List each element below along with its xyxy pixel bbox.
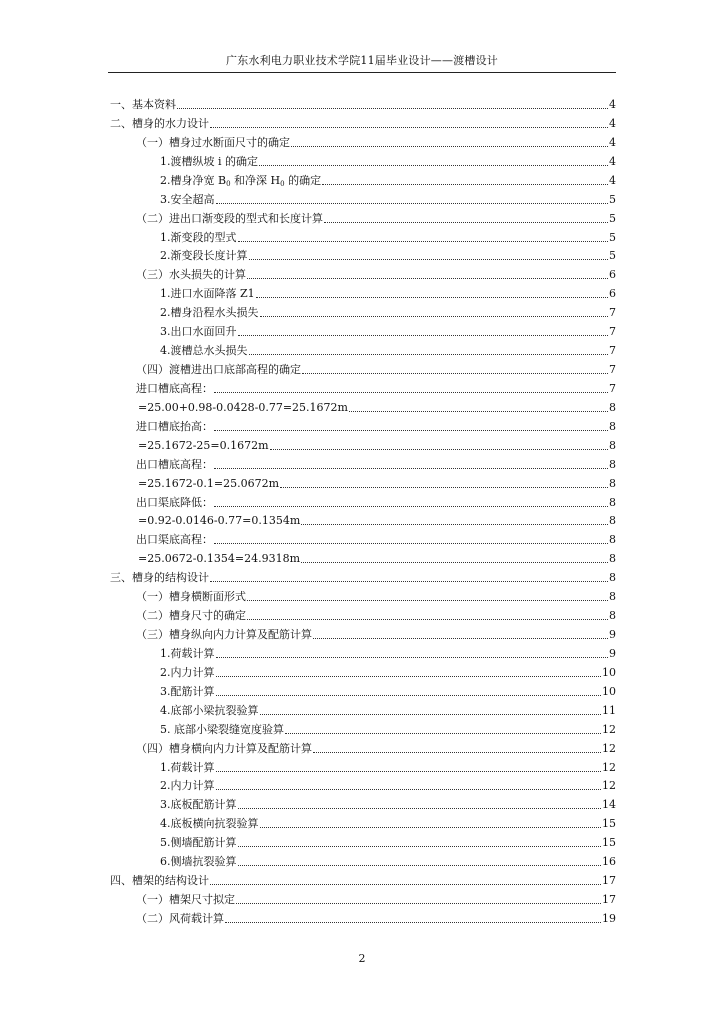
toc-entry[interactable] [136, 891, 616, 907]
toc-entry-page: 12 [602, 779, 616, 793]
toc-entry-page: 6 [609, 268, 616, 282]
toc-leader [260, 827, 602, 828]
toc-entry[interactable] [160, 721, 616, 737]
toc-entry-page: 10 [602, 665, 616, 679]
toc-entry-page: 7 [609, 325, 616, 339]
toc-leader [270, 449, 608, 450]
toc-entry[interactable] [110, 872, 616, 888]
toc-leader [210, 884, 601, 885]
toc-entry-text: 1.荷载计算 [160, 646, 215, 660]
toc-entry-page: 8 [609, 419, 616, 433]
toc-entry-text: （一）槽架尺寸拟定 [136, 893, 235, 907]
toc-entry-text: 三、槽身的结构设计 [110, 571, 209, 585]
toc-entry-page: 8 [609, 571, 616, 585]
page-number: 2 [358, 952, 366, 965]
toc-entry-page: 8 [609, 533, 616, 547]
toc-entry-page: 9 [609, 628, 616, 642]
toc-entry[interactable] [160, 683, 616, 699]
toc-entry-text: （一）槽身过水断面尺寸的确定 [136, 135, 290, 149]
toc-entry-text: 进口槽底抬高： [136, 419, 213, 433]
toc-entry-text: 5.侧墙配筋计算 [160, 836, 237, 850]
toc-entry-text: 4.底板横向抗裂验算 [160, 817, 259, 831]
toc-entry[interactable] [160, 777, 616, 793]
toc-entry-page: 4 [609, 135, 616, 149]
toc-leader [238, 335, 609, 336]
toc-entry-text: 四、槽架的结构设计 [110, 874, 209, 888]
toc-entry-text: 2.渐变段长度计算 [160, 249, 248, 263]
toc-entry[interactable] [160, 172, 616, 188]
toc-leader [214, 430, 608, 431]
toc-entry-text: （三）水头损失的计算 [136, 268, 246, 282]
toc-entry-text: 二、槽身的水力设计 [110, 116, 209, 130]
toc-entry-text: 出口渠底高程： [136, 533, 213, 547]
toc-entry-text: 一、基本资料 [110, 98, 176, 111]
toc-leader [249, 354, 609, 355]
toc-leader [256, 297, 608, 298]
toc-entry[interactable] [136, 588, 616, 604]
toc-entry-text: 出口槽底高程： [136, 457, 213, 471]
toc-entry[interactable] [110, 115, 616, 131]
toc-entry-page: 4 [609, 173, 616, 187]
toc-entry-page: 19 [602, 911, 616, 925]
toc-entry-text: （三）槽身纵向内力计算及配筋计算 [136, 628, 312, 642]
toc-entry[interactable] [160, 342, 616, 358]
toc-entry[interactable] [136, 456, 616, 472]
toc-entry-page: 11 [602, 703, 616, 717]
toc-entry-text: 6.侧墙抗裂验算 [160, 855, 237, 869]
toc-entry[interactable] [136, 210, 616, 226]
toc-entry-text: （二）进出口渐变段的型式和长度计算 [136, 211, 323, 225]
toc-entry-page: 17 [602, 874, 616, 888]
toc-entry-text: 1.进口水面降落 Z1 [160, 287, 255, 301]
toc-leader [247, 278, 608, 279]
toc-leader [238, 865, 602, 866]
toc-entry[interactable] [136, 418, 616, 434]
toc-entry-page: 9 [609, 646, 616, 660]
toc-entry[interactable] [160, 191, 616, 207]
toc-leader [247, 600, 608, 601]
toc-leader [291, 146, 608, 147]
toc-entry-text: =25.0672-0.1354=24.9318m [138, 552, 301, 566]
toc-leader [322, 184, 608, 185]
toc-leader [301, 524, 608, 525]
toc-leader [302, 373, 608, 374]
toc-leader [313, 638, 608, 639]
toc-leader [313, 752, 601, 753]
page-header: 广东水利电力职业技术学院11届毕业设计——渡槽设计 [226, 54, 498, 67]
toc-entry-text: 3.底板配筋计算 [160, 798, 237, 812]
toc-leader [216, 676, 602, 677]
toc-entry[interactable] [136, 740, 616, 756]
toc-entry-page: 5 [609, 230, 616, 244]
toc-entry-text: 2.内力计算 [160, 779, 215, 793]
toc-entry-page: 4 [609, 154, 616, 168]
toc-leader [301, 562, 608, 563]
toc-entry-page: 8 [609, 400, 616, 414]
toc-leader [214, 392, 608, 393]
toc-entry[interactable] [138, 437, 616, 453]
toc-entry-text: =25.00+0.98-0.0428-0.77=25.1672m [138, 400, 348, 414]
toc-entry[interactable] [136, 494, 616, 510]
toc-entry[interactable] [160, 853, 616, 869]
toc-leader [238, 846, 602, 847]
toc-entry[interactable] [160, 285, 616, 301]
toc-entry-text: 5. 底部小梁裂缝宽度验算 [160, 722, 284, 736]
toc-leader [216, 771, 602, 772]
toc-entry[interactable] [160, 702, 616, 718]
toc-entry[interactable] [160, 304, 616, 320]
toc-leader [216, 657, 609, 658]
toc-entry[interactable] [160, 323, 616, 339]
toc-entry[interactable] [136, 626, 616, 642]
toc-leader [349, 411, 608, 412]
toc-entry-text: 2.槽身净宽 $B_0$ 和净深 $H_0$ 的确定 [160, 173, 322, 188]
toc-entry-text: 3.配筋计算 [160, 684, 215, 698]
toc-entry[interactable] [136, 531, 616, 547]
toc-entry-text: （四）槽身横向内力计算及配筋计算 [136, 741, 312, 755]
toc-entry-page: 16 [602, 855, 616, 869]
toc-entry[interactable] [160, 645, 616, 661]
toc-entry-page: 5 [609, 249, 616, 263]
toc-entry[interactable] [136, 266, 616, 282]
toc-leader [259, 165, 608, 166]
toc-entry[interactable] [110, 569, 616, 585]
toc-entry-page: 17 [602, 893, 616, 907]
toc-entry-text: 1.荷载计算 [160, 760, 215, 774]
toc-entry[interactable] [160, 229, 616, 245]
toc-entry[interactable] [136, 607, 616, 623]
toc-entry[interactable] [160, 815, 616, 831]
toc-leader [225, 922, 601, 923]
toc-leader [216, 203, 609, 204]
toc-entry-page: 6 [609, 287, 616, 301]
toc-leader [216, 695, 602, 696]
toc-entry-page: 8 [609, 495, 616, 509]
toc-entry-text: 4.渡槽总水头损失 [160, 344, 248, 358]
toc-entry[interactable] [138, 475, 616, 491]
toc-entry-page: 8 [609, 514, 616, 528]
toc-entry-page: 8 [609, 457, 616, 471]
toc-entry-page: 15 [602, 836, 616, 850]
toc-entry[interactable] [160, 834, 616, 850]
toc-entry[interactable] [136, 361, 616, 377]
toc-entry-text: （二）风荷载计算 [136, 911, 224, 925]
toc-entry-text: （一）槽身横断面形式 [136, 590, 246, 604]
toc-entry-text: =25.1672-0.1=25.0672m [138, 476, 280, 490]
header-rule [108, 72, 616, 73]
toc-entry-page: 4 [609, 116, 616, 130]
toc-entry-page: 8 [609, 609, 616, 623]
toc-entry[interactable] [136, 134, 616, 150]
toc-entry[interactable] [138, 399, 616, 415]
toc-entry[interactable] [160, 664, 616, 680]
toc-entry-page: 12 [602, 741, 616, 755]
toc-entry-text: 1.渡槽纵坡 i 的确定 [160, 154, 259, 168]
toc-entry[interactable] [110, 96, 616, 112]
toc-entry-text: 2.内力计算 [160, 665, 215, 679]
toc-leader [216, 789, 602, 790]
toc-entry-page: 14 [602, 798, 616, 812]
toc-entry-text: 4.底部小梁抗裂验算 [160, 703, 259, 717]
toc-entry-page: 8 [609, 590, 616, 604]
toc-leader [236, 903, 601, 904]
toc-leader [280, 487, 608, 488]
toc-entry-page: 8 [609, 438, 616, 452]
toc-entry-text: （二）槽身尺寸的确定 [136, 609, 246, 623]
toc-leader [238, 808, 602, 809]
toc-leader [260, 714, 602, 715]
toc-entry-text: （四）渡槽进出口底部高程的确定 [136, 363, 301, 377]
toc-leader [214, 468, 608, 469]
toc-entry-text: =0.92-0.0146-0.77=0.1354m [138, 514, 301, 528]
toc-leader [210, 127, 608, 128]
toc-entry[interactable] [138, 550, 616, 566]
toc-entry[interactable] [160, 153, 616, 169]
toc-entry-text: 1.渐变段的型式 [160, 230, 237, 244]
toc-leader [238, 241, 609, 242]
toc-leader [177, 108, 608, 109]
toc-leader [324, 222, 608, 223]
toc-entry-page: 7 [609, 306, 616, 320]
toc-leader [247, 619, 608, 620]
toc-entry[interactable] [136, 380, 616, 396]
toc-entry-page: 7 [609, 344, 616, 358]
toc-entry-page: 7 [609, 381, 616, 395]
toc-entry-page: 7 [609, 363, 616, 377]
toc-entry-page: 5 [609, 192, 616, 206]
toc-entry-page: 15 [602, 817, 616, 831]
toc-entry-page: 12 [602, 760, 616, 774]
toc-entry-text: 3.安全超高 [160, 192, 215, 206]
toc-entry[interactable] [160, 796, 616, 812]
toc-leader [214, 543, 608, 544]
toc-entry-text: 3.出口水面回升 [160, 325, 237, 339]
toc-entry-page: 8 [609, 552, 616, 566]
toc-entry-text: 出口渠底降低： [136, 495, 213, 509]
toc-leader [260, 316, 609, 317]
toc-leader [249, 259, 609, 260]
toc-entry[interactable] [138, 512, 616, 528]
toc-entry-page: 8 [609, 476, 616, 490]
toc-entry-page: 5 [609, 211, 616, 225]
toc-leader [285, 733, 601, 734]
toc-entry-text: 2.槽身沿程水头损失 [160, 306, 259, 320]
toc-entry[interactable] [160, 759, 616, 775]
toc-entry-page: 10 [602, 684, 616, 698]
toc-entry-text: 进口槽底高程： [136, 381, 213, 395]
toc-leader [210, 581, 608, 582]
toc-entry[interactable] [160, 247, 616, 263]
toc-entry-text: =25.1672-25=0.1672m [138, 438, 269, 452]
toc-entry-page: 12 [602, 722, 616, 736]
toc-entry[interactable] [136, 910, 616, 926]
toc-leader [214, 506, 608, 507]
toc-entry-page: 4 [609, 98, 616, 111]
